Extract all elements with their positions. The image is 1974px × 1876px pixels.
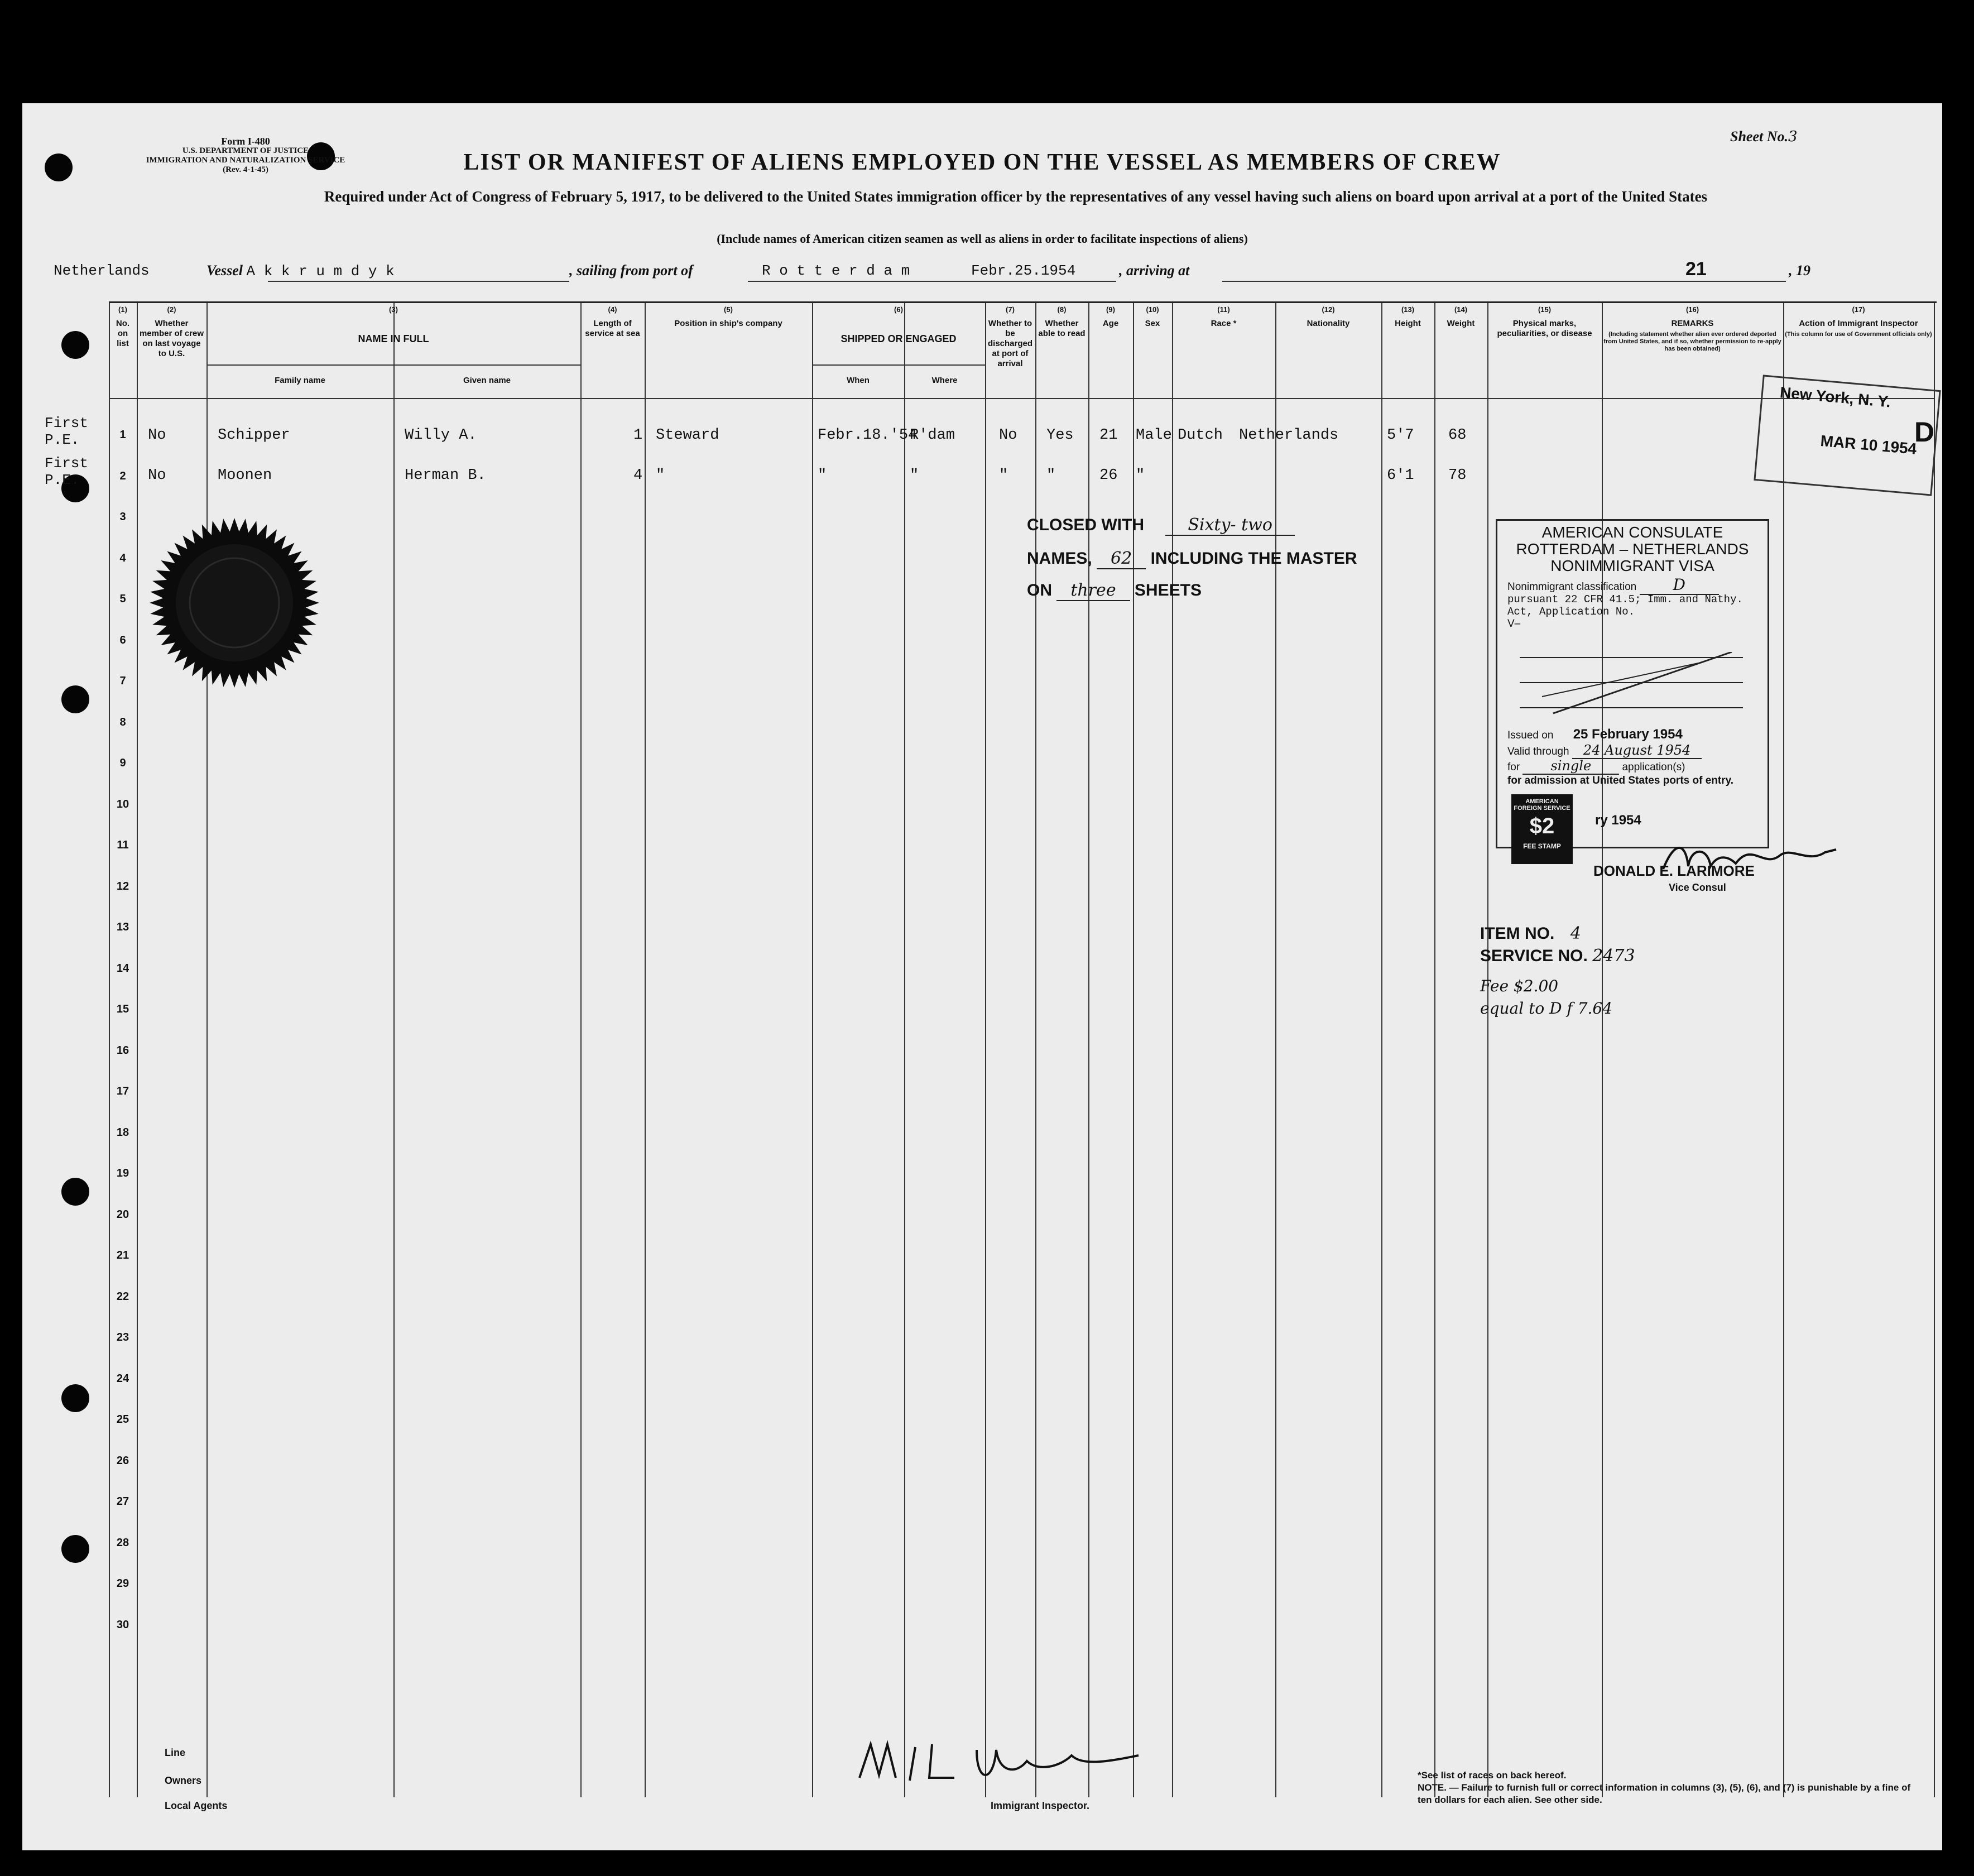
side-note: First P.E. bbox=[45, 415, 89, 448]
col-divider bbox=[1381, 303, 1382, 1797]
footer-owners-label: Owners bbox=[165, 1775, 202, 1786]
column-number: (15) bbox=[1538, 305, 1552, 314]
crew-discharged-cell: " bbox=[999, 467, 1008, 484]
visa-stamp bbox=[1496, 519, 1769, 848]
footer-note-races: *See list of races on back hereof. bbox=[1418, 1770, 1567, 1781]
visa-heading-2: ROTTERDAM – NETHERLANDS bbox=[1516, 540, 1749, 558]
arriving-label: , arriving at bbox=[1119, 262, 1190, 279]
closed-with-value: Sixty- two bbox=[1165, 515, 1295, 536]
column-header: Height bbox=[1395, 319, 1421, 328]
crew-where-cell: R'dam bbox=[910, 427, 955, 444]
footer-line-label: Line bbox=[165, 1747, 186, 1758]
side-note: First P.E. bbox=[45, 455, 89, 488]
row-number: 27 bbox=[116, 1495, 129, 1508]
punch-hole bbox=[61, 331, 89, 359]
names-line bbox=[1027, 549, 1357, 568]
row-number: 18 bbox=[116, 1126, 129, 1139]
row-number: 30 bbox=[116, 1618, 129, 1631]
row-number: 29 bbox=[116, 1577, 129, 1590]
row-number: 22 bbox=[116, 1290, 129, 1303]
fee-stamp-bottom: FEE STAMP bbox=[1523, 842, 1561, 850]
manifest-page bbox=[22, 103, 1942, 1850]
column-number: (8) bbox=[1057, 305, 1067, 314]
col-divider bbox=[1434, 303, 1435, 1797]
row-number: 9 bbox=[119, 757, 126, 769]
crew-discharged-cell: No bbox=[999, 427, 1017, 444]
column-header: SHIPPED OR ENGAGED bbox=[840, 333, 957, 344]
crew-when-cell: Febr.18.'54 bbox=[818, 427, 918, 444]
for-value: single bbox=[1522, 758, 1619, 775]
column-number: (1) bbox=[118, 305, 127, 314]
column-header: NAME IN FULL bbox=[358, 333, 429, 344]
column-header: Race * bbox=[1211, 319, 1237, 328]
stamp-city: New York, N. Y. bbox=[1779, 383, 1892, 411]
column-number: (10) bbox=[1146, 305, 1159, 314]
page-subtitle: Required under Act of Congress of February 5, 1917, to be delivered to the United States immigration officer by the representatives of any vessel having such aliens on board upon arrival at a port of the United States bbox=[324, 188, 1708, 205]
row-number: 5 bbox=[119, 593, 126, 605]
column-subheader: Given name bbox=[463, 376, 511, 385]
column-number: (9) bbox=[1106, 305, 1115, 314]
row-number: 1 bbox=[119, 429, 126, 441]
item-number bbox=[1480, 924, 1581, 943]
column-header: Position in ship's company bbox=[674, 319, 782, 328]
footer-notes bbox=[1418, 1769, 1920, 1806]
row-number: 26 bbox=[116, 1454, 129, 1467]
crew-position-cell: " bbox=[656, 467, 665, 484]
column-header: Length of service at sea bbox=[585, 319, 640, 338]
punch-hole bbox=[61, 1178, 89, 1206]
row-number: 16 bbox=[116, 1044, 129, 1057]
vessel-name: A k k r u m d y k bbox=[246, 263, 395, 280]
col-divider bbox=[1783, 303, 1784, 1797]
row-number: 17 bbox=[116, 1085, 129, 1097]
consul-title: Vice Consul bbox=[1669, 882, 1726, 893]
column-header: Physical marks, peculiarities, or disease bbox=[1497, 319, 1592, 338]
sheet-label: Sheet No. bbox=[1730, 128, 1788, 145]
crew-height-cell: 6'1 bbox=[1387, 467, 1414, 484]
column-number: (3) bbox=[389, 305, 398, 314]
col-divider bbox=[645, 303, 646, 1797]
column-header: Action of Immigrant Inspector bbox=[1799, 319, 1918, 328]
inspector-signature bbox=[848, 1733, 1161, 1795]
vessel-flag: Netherlands bbox=[54, 262, 150, 279]
crew-service-cell: 1 bbox=[633, 427, 643, 444]
column-subheader: Where bbox=[931, 376, 958, 385]
col-divider bbox=[812, 303, 813, 1797]
stamp-date: MAR 10 1954 bbox=[1819, 431, 1918, 458]
punch-hole bbox=[61, 685, 89, 713]
sheet-number bbox=[1730, 128, 1798, 145]
visa-number-label: V– bbox=[1507, 618, 1521, 630]
row-number: 2 bbox=[119, 469, 126, 482]
column-header: Sex bbox=[1145, 319, 1160, 328]
new-york-stamp bbox=[1754, 375, 1941, 496]
names-label: NAMES, bbox=[1027, 549, 1092, 568]
col-divider bbox=[1487, 303, 1488, 1797]
visa-heading-3: NONIMMIGRANT VISA bbox=[1550, 557, 1714, 574]
column-number: (13) bbox=[1401, 305, 1415, 314]
visa-heading-1: AMERICAN CONSULATE bbox=[1541, 524, 1723, 541]
equal-note: equal to D f 7.64 bbox=[1480, 999, 1613, 1018]
column-number: (2) bbox=[167, 305, 176, 314]
column-header: Age bbox=[1102, 319, 1119, 328]
item-value: 4 bbox=[1570, 924, 1581, 943]
crew-family-cell: Moonen bbox=[218, 467, 272, 484]
visa-for bbox=[1507, 760, 1685, 774]
crew-given-cell: Willy A. bbox=[405, 427, 477, 444]
service-value: 2473 bbox=[1592, 946, 1635, 966]
service-number bbox=[1480, 946, 1635, 966]
crew-prev-cell: No bbox=[148, 427, 166, 444]
crew-position-cell: Steward bbox=[656, 427, 719, 444]
vessel-field bbox=[206, 262, 395, 280]
column-number: (12) bbox=[1322, 305, 1335, 314]
issued-value: 25 February 1954 bbox=[1573, 727, 1683, 742]
row-number: 8 bbox=[119, 716, 126, 728]
sheet-value: 3 bbox=[1788, 128, 1798, 145]
column-number: (17) bbox=[1852, 305, 1865, 314]
header-bottom-rule bbox=[109, 398, 1934, 399]
stamp-letter: D bbox=[1914, 416, 1935, 448]
crew-weight-cell: 68 bbox=[1448, 427, 1467, 444]
form-revision: (Rev. 4-1-45) bbox=[223, 165, 268, 174]
closed-with-line bbox=[1027, 515, 1295, 535]
names-tail: INCLUDING THE MASTER bbox=[1150, 549, 1357, 568]
visa-issued bbox=[1507, 728, 1683, 742]
rule bbox=[1222, 281, 1786, 282]
column-number: (5) bbox=[724, 305, 733, 314]
vessel-label: Vessel bbox=[206, 262, 243, 279]
row-number: 25 bbox=[116, 1413, 129, 1426]
service-label: SERVICE NO. bbox=[1480, 947, 1588, 965]
rule bbox=[268, 281, 569, 282]
issued-label: Issued on bbox=[1507, 730, 1554, 741]
column-note: (This column for use of Government officials only) bbox=[1785, 331, 1932, 338]
row-number: 15 bbox=[116, 1003, 129, 1015]
row-number: 23 bbox=[116, 1331, 129, 1344]
crew-weight-cell: 78 bbox=[1448, 467, 1467, 484]
punch-hole bbox=[61, 1535, 89, 1563]
rule bbox=[748, 281, 1116, 282]
crew-sex-cell: " bbox=[1136, 467, 1145, 484]
embossed-seal bbox=[148, 516, 321, 689]
col-divider bbox=[904, 303, 905, 1797]
row-number: 6 bbox=[119, 634, 126, 646]
column-number: (11) bbox=[1217, 305, 1230, 314]
row-number: 11 bbox=[117, 839, 129, 851]
crew-nationality-cell: Netherlands bbox=[1239, 427, 1339, 444]
row-number: 14 bbox=[116, 962, 129, 975]
column-header: No. on list bbox=[116, 319, 130, 348]
crew-prev-cell: No bbox=[148, 467, 166, 484]
row-number: 4 bbox=[119, 551, 126, 564]
row-number: 21 bbox=[116, 1249, 129, 1261]
valid-label: Valid through bbox=[1507, 746, 1569, 757]
form-service: IMMIGRATION AND NATURALIZATION SERVICE bbox=[146, 156, 345, 165]
sheets-label: ON bbox=[1027, 581, 1052, 599]
visa-classification bbox=[1497, 575, 1768, 594]
visa-pursuant: pursuant 22 CFR 41.5; Imm. and Nathy. Act, Application No. bbox=[1507, 593, 1743, 618]
crew-given-cell: Herman B. bbox=[405, 467, 486, 484]
col-divider bbox=[580, 303, 582, 1797]
valid-value: 24 August 1954 bbox=[1572, 742, 1702, 759]
crew-race-cell: Dutch bbox=[1178, 427, 1223, 444]
row-number: 19 bbox=[116, 1167, 129, 1179]
page-title: LIST OR MANIFEST OF ALIENS EMPLOYED ON THE VESSEL AS MEMBERS OF CREW bbox=[463, 150, 1501, 175]
fee-stamp-top: AMERICAN FOREIGN SERVICE bbox=[1514, 798, 1570, 812]
form-number: Form I-480 bbox=[221, 136, 270, 147]
sailing-port: R o t t e r d a m bbox=[762, 262, 910, 279]
sailing-date: Febr.25.1954 bbox=[971, 262, 1076, 279]
year-label: , 19 bbox=[1789, 262, 1810, 279]
row-number: 12 bbox=[116, 880, 129, 893]
for-label: for bbox=[1507, 761, 1520, 773]
fee-stamp-amount: $2 bbox=[1529, 814, 1555, 838]
arrival-day: 21 bbox=[1685, 258, 1707, 280]
column-header: REMARKS bbox=[1671, 319, 1714, 328]
column-header: Weight bbox=[1447, 319, 1475, 328]
row-number: 10 bbox=[116, 798, 129, 810]
column-number: (4) bbox=[608, 305, 617, 314]
classification-label: Nonimmigrant classification bbox=[1507, 581, 1637, 593]
col-divider bbox=[393, 303, 395, 1797]
column-subheader: Family name bbox=[275, 376, 325, 385]
col-divider bbox=[137, 303, 138, 1797]
consul-name: DONALD E. LARIMORE bbox=[1593, 862, 1755, 879]
names-value: 62 bbox=[1097, 549, 1146, 569]
shipped-subheader-rule bbox=[812, 364, 985, 366]
column-header: Nationality bbox=[1307, 319, 1350, 328]
crew-read-cell: Yes bbox=[1046, 427, 1074, 444]
closed-with-label: CLOSED WITH bbox=[1027, 516, 1144, 534]
column-number: (16) bbox=[1685, 305, 1699, 314]
crew-height-cell: 5'7 bbox=[1387, 427, 1414, 444]
column-subheader: When bbox=[847, 376, 870, 385]
fee-stamp bbox=[1511, 794, 1573, 864]
form-department: U.S. DEPARTMENT OF JUSTICE bbox=[182, 146, 309, 155]
inspector-label: Immigrant Inspector. bbox=[991, 1800, 1090, 1811]
sheets-line bbox=[1027, 580, 1202, 600]
classification-value: D bbox=[1640, 575, 1719, 595]
col-divider bbox=[985, 303, 986, 1797]
crew-family-cell: Schipper bbox=[218, 427, 290, 444]
application-label: application(s) bbox=[1622, 761, 1685, 773]
footer-note-fine: NOTE. — Failure to furnish full or correct information in columns (3), (5), (6), and (7) is punishable by a fine of ten dollars for each alien. See other side. bbox=[1418, 1782, 1911, 1805]
crew-when-cell: " bbox=[818, 467, 827, 484]
punch-hole bbox=[61, 1384, 89, 1412]
row-number: 13 bbox=[116, 921, 129, 933]
column-header: Whether able to read bbox=[1038, 319, 1086, 338]
column-header: Whether member of crew on last voyage to U.S. bbox=[139, 319, 204, 358]
column-header: Whether to be discharged at port of arrival bbox=[987, 319, 1033, 368]
column-number: (14) bbox=[1454, 305, 1468, 314]
item-label: ITEM NO. bbox=[1480, 924, 1555, 943]
fee-note: Fee $2.00 bbox=[1480, 977, 1559, 995]
row-number: 20 bbox=[116, 1208, 129, 1221]
sailing-label: , sailing from port of bbox=[569, 262, 693, 279]
column-number: (6) bbox=[894, 305, 903, 314]
crew-age-cell: 21 bbox=[1099, 427, 1118, 444]
sheets-tail: SHEETS bbox=[1134, 581, 1202, 599]
col-divider bbox=[1934, 303, 1935, 1797]
crew-sex-cell: Male bbox=[1136, 427, 1172, 444]
visa-valid bbox=[1507, 744, 1702, 758]
row-number: 28 bbox=[116, 1536, 129, 1549]
crew-service-cell: 4 bbox=[633, 467, 643, 484]
crew-age-cell: 26 bbox=[1099, 467, 1118, 484]
row-number: 24 bbox=[116, 1372, 129, 1385]
crew-read-cell: " bbox=[1046, 467, 1056, 484]
visa-admission: for admission at United States ports of entry. bbox=[1507, 775, 1734, 786]
visa-date2: ry 1954 bbox=[1595, 813, 1641, 828]
sheets-value: three bbox=[1056, 580, 1130, 601]
footer-agents-label: Local Agents bbox=[165, 1800, 228, 1811]
row-number: 3 bbox=[119, 511, 126, 523]
row-number: 7 bbox=[119, 675, 126, 687]
column-note: (Including statement whether alien ever ordered deported from United States, and if so, whether permission to re-apply has been obtained) bbox=[1603, 331, 1781, 352]
include-note: (Include names of American citizen seamen as well as aliens in order to facilitate inspections of aliens) bbox=[717, 232, 1248, 246]
visa-cancel-lines bbox=[1520, 652, 1754, 719]
crew-where-cell: " bbox=[910, 467, 919, 484]
column-number: (7) bbox=[1006, 305, 1015, 314]
